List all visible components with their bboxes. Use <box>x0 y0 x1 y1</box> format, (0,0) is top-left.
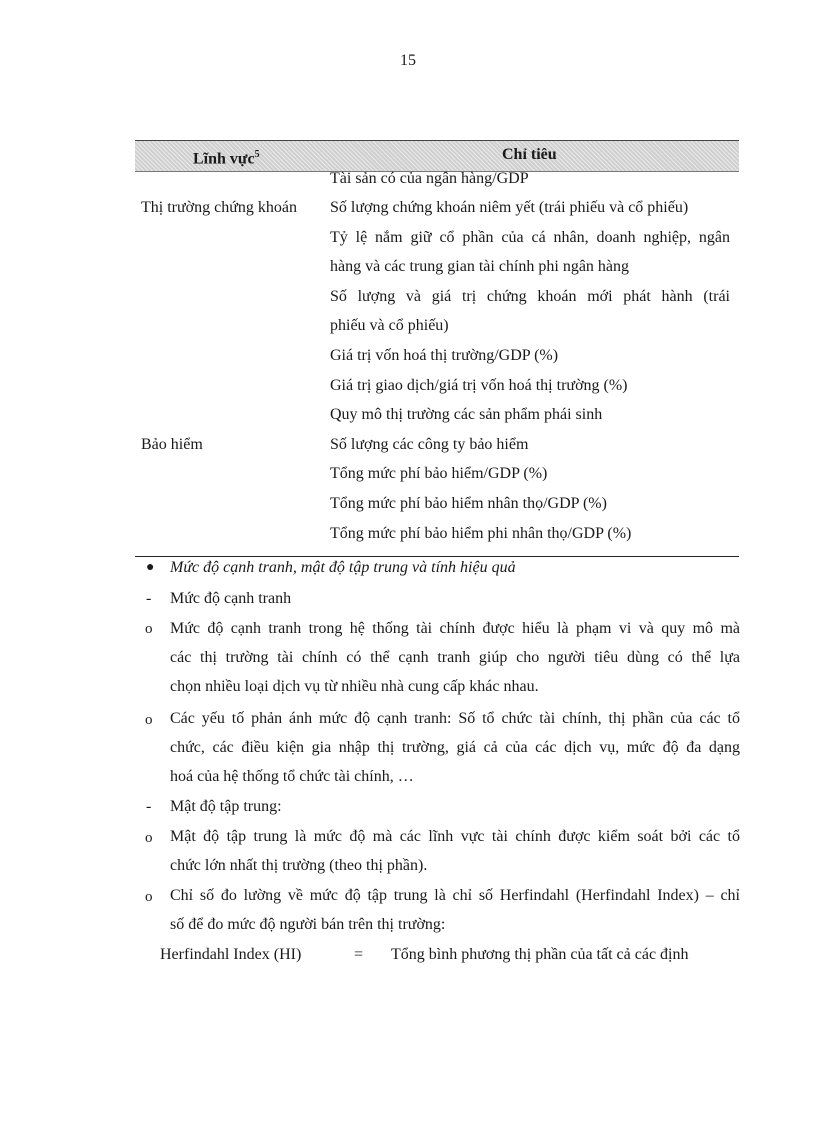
field-cell: Thị trường chứng khoán <box>141 199 297 216</box>
table-bottom-rule <box>135 556 739 557</box>
indicator-cell: Tỷ lệ nắm giữ cổ phần của cá nhân, doanh nghiệp, ngân <box>330 229 730 246</box>
dash-marker: - <box>146 798 152 815</box>
circle-bullet-icon: o <box>145 830 153 846</box>
formula-equals: = <box>354 946 364 963</box>
circle-bullet-icon: o <box>145 621 153 637</box>
indicator-cell: Tổng mức phí bảo hiểm/GDP (%) <box>330 465 548 482</box>
indicator-cell: Quy mô thị trường các sản phẩm phái sinh <box>330 406 603 423</box>
section-heading: Mức độ cạnh tranh, mật độ tập trung và tính hiệu quả <box>170 559 516 576</box>
indicator-cell: hàng và các trung gian tài chính phi ngân hàng <box>330 258 630 275</box>
indicator-cell: phiếu và cổ phiếu) <box>330 317 449 334</box>
paragraph-line: hoá của hệ thống tổ chức tài chính, … <box>170 768 414 785</box>
paragraph-competition-definition <box>170 614 740 701</box>
table-header <box>135 140 739 172</box>
paragraph-line: Mức độ cạnh tranh trong hệ thống tài chính được hiểu là phạm vi và quy mô mà <box>170 620 740 637</box>
indicator-table <box>135 140 739 542</box>
paragraph-line: Các yếu tố phản ánh mức độ cạnh tranh: Số tổ chức tài chính, thị phần của các tổ <box>170 710 740 727</box>
paragraph-line: Mật độ tập trung là mức độ mà các lĩnh vực tài chính được kiểm soát bởi các tổ <box>170 828 740 845</box>
formula-right: Tổng bình phương thị phần của tất cả các định <box>391 946 689 963</box>
paragraph-concentration-definition <box>170 822 740 880</box>
subheading-concentration: Mật độ tập trung: <box>170 798 282 815</box>
indicator-cell: Số lượng các công ty bảo hiểm <box>330 436 529 453</box>
paragraph-line: các thị trường tài chính có thể cạnh tranh giúp cho người tiêu dùng có thể lựa <box>170 649 740 666</box>
indicator-cell: Số lượng chứng khoán niêm yết (trái phiếu và cổ phiếu) <box>330 199 689 216</box>
indicator-cell: Tài sản có của ngân hàng/GDP <box>330 170 529 187</box>
dash-marker: - <box>146 590 152 607</box>
circle-bullet-icon: o <box>145 889 153 905</box>
bullet-dot-icon: ● <box>146 560 155 575</box>
paragraph-line: Chỉ số đo lường về mức độ tập trung là chỉ số Herfindahl (Herfindahl Index) – chỉ <box>170 887 740 904</box>
paragraph-line: chức lớn nhất thị trường (theo thị phần). <box>170 857 428 874</box>
paragraph-line: số để đo mức độ người bán trên thị trường: <box>170 916 446 933</box>
indicator-cell: Tổng mức phí bảo hiểm nhân thọ/GDP (%) <box>330 495 607 512</box>
page-number: 15 <box>400 52 416 69</box>
indicator-cell: Số lượng và giá trị chứng khoán mới phát hành (trái <box>330 288 730 305</box>
circle-bullet-icon: o <box>145 712 153 728</box>
paragraph-herfindahl <box>170 881 740 939</box>
footnote-marker: 5 <box>254 149 260 160</box>
paragraph-line: chọn nhiều loại dịch vụ từ nhiều nhà cung cấp khác nhau. <box>170 678 539 695</box>
formula-left: Herfindahl Index (HI) <box>160 946 302 963</box>
indicator-cell: Giá trị giao dịch/giá trị vốn hoá thị trường (%) <box>330 377 628 394</box>
header-indicator: Chỉ tiêu <box>502 146 557 163</box>
indicator-cell: Giá trị vốn hoá thị trường/GDP (%) <box>330 347 559 364</box>
indicator-cell: Tổng mức phí bảo hiểm phi nhân thọ/GDP (%) <box>330 525 632 542</box>
paragraph-line: chức, các điều kiện gia nhập thị trường, giá cả của các dịch vụ, mức độ đa dạng <box>170 739 740 756</box>
header-field: Lĩnh vực$^5$ <box>193 149 260 168</box>
field-cell: Bảo hiểm <box>141 436 203 453</box>
subheading-competition: Mức độ cạnh tranh <box>170 590 292 607</box>
paragraph-competition-factors <box>170 704 740 791</box>
